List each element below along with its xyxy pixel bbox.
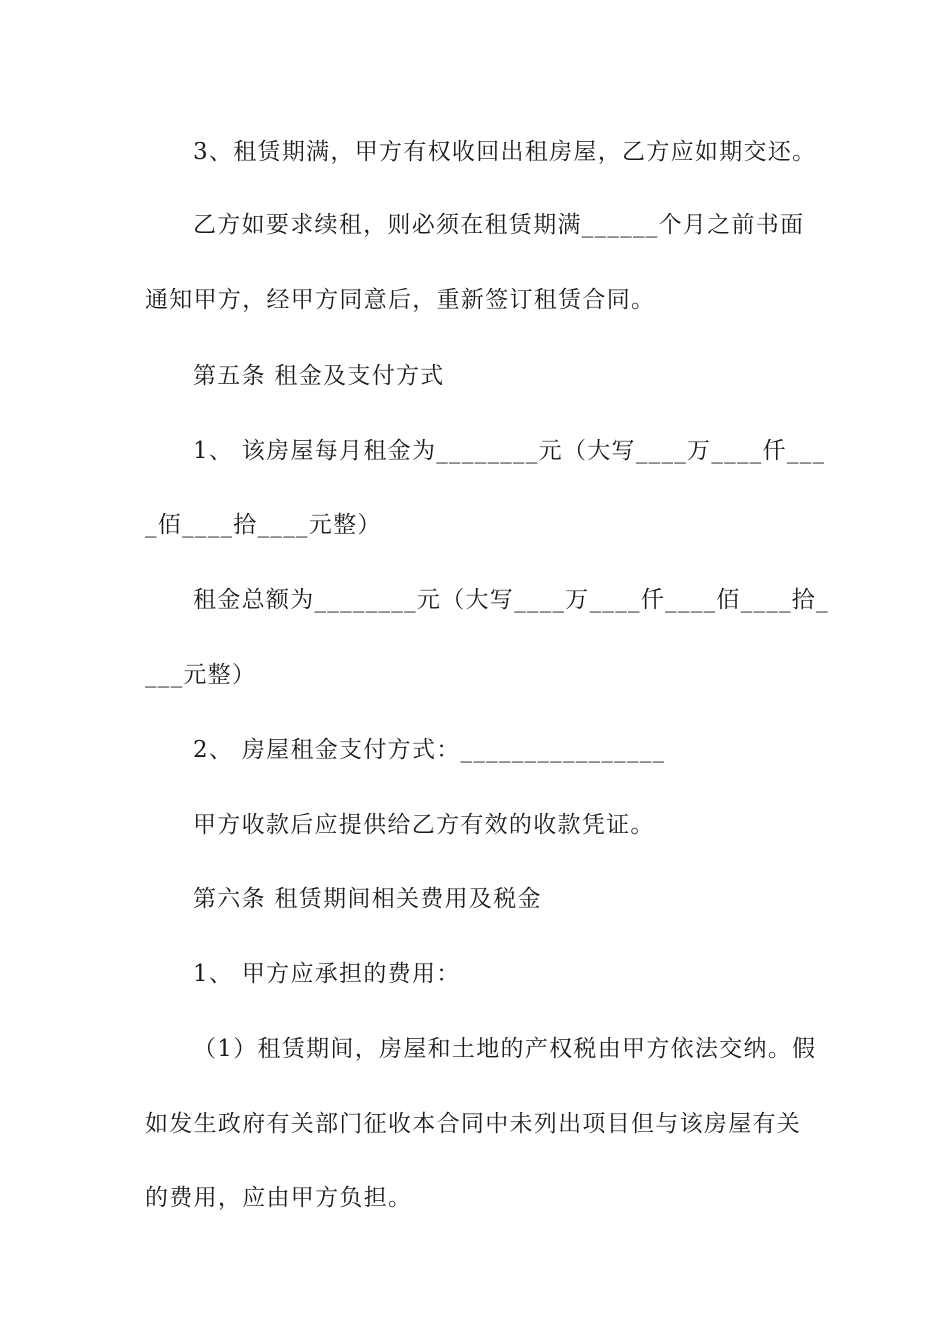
lessor-fees-heading: 1、 甲方应承担的费用：: [193, 961, 461, 987]
monthly-rent-line-2: _佰____拾____元整）: [145, 512, 382, 538]
monthly-rent-line-1: 1、 该房屋每月租金为________元（大写____万____仟___: [193, 438, 826, 464]
total-rent-line-2: ___元整）: [145, 662, 257, 688]
article-5-heading: 第五条 租金及支付方式: [193, 363, 445, 389]
receipt-paragraph: 甲方收款后应提供给乙方有效的收款凭证。: [193, 812, 655, 838]
property-tax-line-2: 如发生政府有关部门征收本合同中未列出项目但与该房屋有关: [145, 1111, 802, 1137]
renewal-paragraph-line-2: 通知甲方，经甲方同意后，重新签订租赁合同。: [145, 287, 656, 313]
renewal-paragraph-line-1: 乙方如要求续租，则必须在租赁期满______个月之前书面: [193, 212, 805, 238]
property-tax-line-1: （1）租赁期间，房屋和土地的产权税由甲方依法交纳。假: [193, 1036, 817, 1062]
clause-4-item-3: 3、租赁期满，甲方有权收回出租房屋，乙方应如期交还。: [193, 139, 817, 165]
article-6-heading: 第六条 租赁期间相关费用及税金: [193, 886, 542, 912]
payment-method-line: 2、 房屋租金支付方式：________________: [193, 737, 666, 763]
total-rent-line-1: 租金总额为________元（大写____万____仟____佰____拾_: [193, 587, 829, 613]
property-tax-line-3: 的费用，应由甲方负担。: [145, 1185, 413, 1211]
